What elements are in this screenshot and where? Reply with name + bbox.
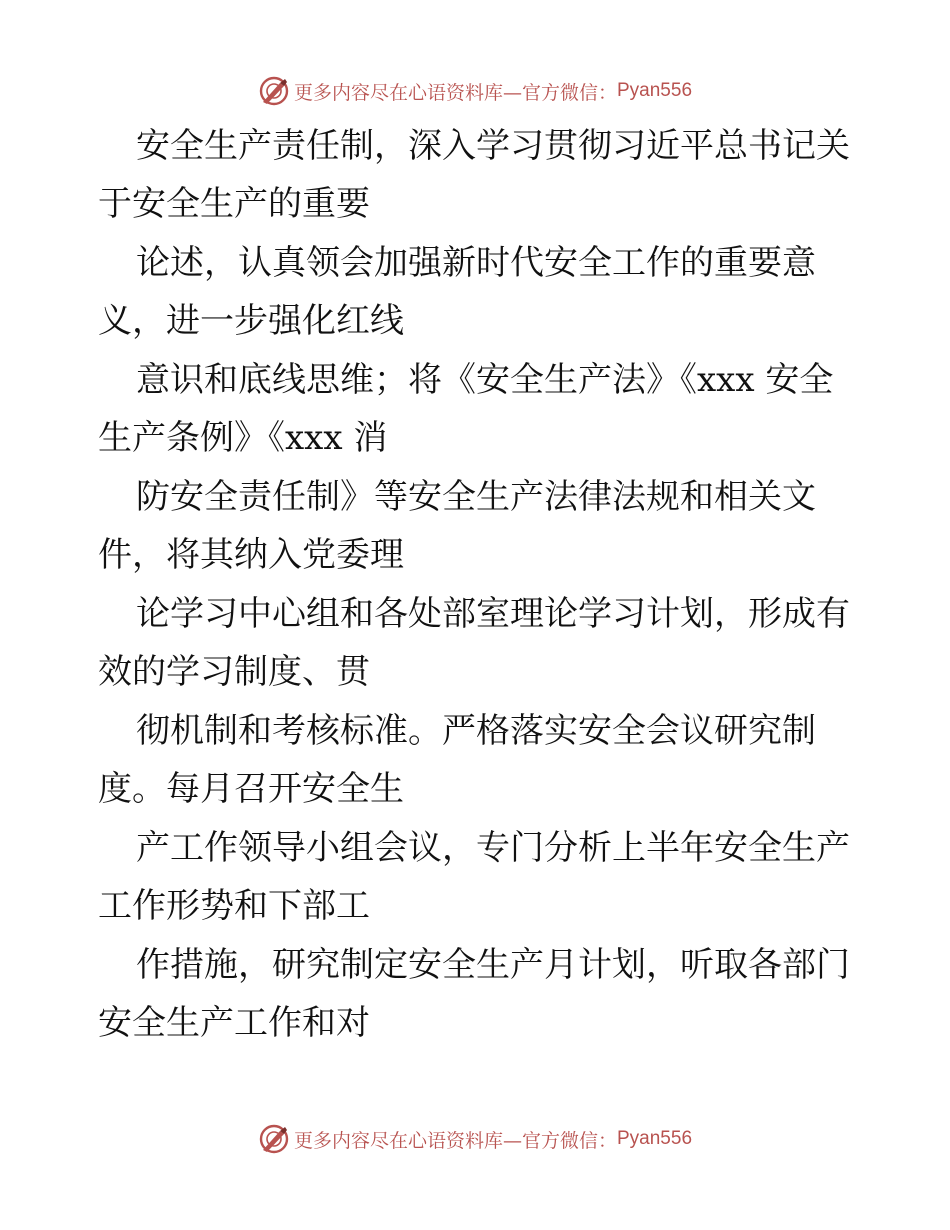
header-banner	[0, 71, 950, 111]
text-line: 效的学习制度、贯	[98, 652, 370, 692]
text-line: 安全生产工作和对	[98, 1003, 370, 1043]
text-line: 产工作领导小组会议，专门分析上半年安全生产	[136, 828, 850, 868]
footer-banner	[0, 1119, 950, 1159]
text-line: 彻机制和考核标准。严格落实安全会议研究制	[136, 711, 816, 751]
header-banner-text: 更多内容尽在心语资料库—官方微信：	[293, 81, 617, 104]
text-line: 意识和底线思维；将《安全生产法》《xxx 安全	[136, 360, 834, 400]
text-line: 义，进一步强化红线	[98, 301, 404, 341]
footer-banner-wechat-id: Pyan556	[617, 1128, 693, 1149]
text-line: 安全生产责任制，深入学习贯彻习近平总书记关	[136, 126, 850, 166]
text-line: 件，将其纳入党委理	[98, 535, 404, 575]
pen-logo-icon	[258, 75, 290, 107]
text-line: 防安全责任制》等安全生产法律法规和相关文	[136, 477, 816, 517]
text-line: 度。每月召开安全生	[98, 769, 404, 809]
text-line: 生产条例》《xxx 消	[98, 418, 388, 458]
pen-logo-icon	[258, 1123, 290, 1155]
text-line: 论述，认真领会加强新时代安全工作的重要意	[136, 243, 816, 283]
text-line: 论学习中心组和各处部室理论学习计划，形成有	[136, 594, 850, 634]
footer-banner-text: 更多内容尽在心语资料库—官方微信：	[293, 1129, 617, 1152]
text-line: 作措施，研究制定安全生产月计划，听取各部门	[136, 945, 850, 985]
text-line: 于安全生产的重要	[98, 184, 370, 224]
header-banner-wechat-id: Pyan556	[617, 80, 693, 101]
text-line: 工作形势和下部工	[98, 886, 370, 926]
